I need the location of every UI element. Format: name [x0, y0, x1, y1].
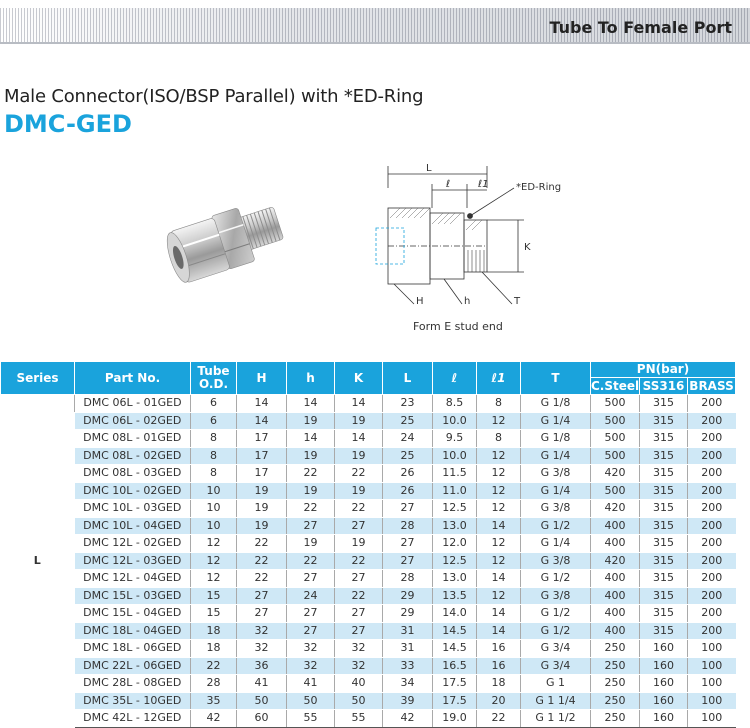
cell-l: 12.5	[433, 500, 477, 518]
cell-h: 19	[287, 412, 335, 430]
cell-l: 19.0	[433, 710, 477, 728]
cell-h: 55	[287, 710, 335, 728]
cell-h: 24	[287, 587, 335, 605]
cell-L: 27	[383, 500, 433, 518]
cell-brass: 200	[688, 447, 736, 465]
series-cell: L	[1, 395, 75, 728]
col-H: H	[237, 362, 287, 395]
dim-T-label: T	[514, 296, 521, 307]
cell-brass: 200	[688, 500, 736, 518]
cell-l1: 18	[477, 675, 521, 693]
col-series: Series	[1, 362, 75, 395]
cell-tube-od: 8	[191, 430, 237, 448]
cell-T: G 1/2	[521, 517, 591, 535]
cell-H: 41	[237, 675, 287, 693]
cell-T: G 1/2	[521, 622, 591, 640]
cell-T: G 1/4	[521, 482, 591, 500]
col-csteel: C.Steel	[591, 378, 640, 393]
cell-l: 14.5	[433, 622, 477, 640]
cell-T: G 1/4	[521, 412, 591, 430]
table-row	[1, 482, 736, 500]
cell-h: 19	[287, 447, 335, 465]
cell-csteel: 400	[591, 535, 640, 553]
cell-K: 50	[335, 692, 383, 710]
cell-l: 16.5	[433, 657, 477, 675]
cell-T: G 1 1/4	[521, 692, 591, 710]
cell-l: 12.5	[433, 552, 477, 570]
cell-K: 19	[335, 482, 383, 500]
cell-csteel: 500	[591, 482, 640, 500]
cell-l1: 16	[477, 640, 521, 658]
cell-l: 13.0	[433, 517, 477, 535]
col-tube-od-line1: Tube	[197, 364, 230, 378]
cell-part-no: DMC 06L - 02GED	[75, 412, 191, 430]
cell-brass: 200	[688, 570, 736, 588]
cell-L: 29	[383, 587, 433, 605]
cell-brass: 200	[688, 412, 736, 430]
cell-H: 19	[237, 500, 287, 518]
cell-l1: 8	[477, 395, 521, 413]
cell-L: 28	[383, 570, 433, 588]
cell-h: 27	[287, 570, 335, 588]
cell-l1: 14	[477, 570, 521, 588]
cell-csteel: 250	[591, 640, 640, 658]
cell-part-no: DMC 18L - 04GED	[75, 622, 191, 640]
cell-part-no: DMC 06L - 01GED	[75, 395, 191, 413]
cell-h: 22	[287, 552, 335, 570]
cell-brass: 100	[688, 692, 736, 710]
cell-L: 25	[383, 412, 433, 430]
table-row	[1, 517, 736, 535]
table-row	[1, 622, 736, 640]
cell-T: G 1/4	[521, 535, 591, 553]
dim-h-label: h	[464, 296, 471, 307]
table-row	[1, 640, 736, 658]
cell-brass: 200	[688, 535, 736, 553]
cell-csteel: 500	[591, 447, 640, 465]
cell-H: 60	[237, 710, 287, 728]
cell-h: 14	[287, 430, 335, 448]
cell-h: 22	[287, 465, 335, 483]
cell-part-no: DMC 10L - 04GED	[75, 517, 191, 535]
cell-T: G 1/2	[521, 570, 591, 588]
cell-tube-od: 28	[191, 675, 237, 693]
col-L: L	[383, 362, 433, 395]
dim-l-label: ℓ	[446, 179, 451, 190]
cell-L: 42	[383, 710, 433, 728]
cell-L: 33	[383, 657, 433, 675]
cell-part-no: DMC 12L - 02GED	[75, 535, 191, 553]
cell-K: 19	[335, 535, 383, 553]
cell-l1: 12	[477, 412, 521, 430]
cell-tube-od: 18	[191, 622, 237, 640]
cell-H: 27	[237, 605, 287, 623]
cell-csteel: 250	[591, 675, 640, 693]
cell-tube-od: 10	[191, 482, 237, 500]
cell-T: G 3/8	[521, 465, 591, 483]
cell-csteel: 400	[591, 587, 640, 605]
cell-part-no: DMC 28L - 08GED	[75, 675, 191, 693]
cell-csteel: 420	[591, 500, 640, 518]
cell-ss316: 315	[640, 430, 688, 448]
cell-K: 22	[335, 500, 383, 518]
product-subtitle: Male Connector(ISO/BSP Parallel) with *ED-Ring	[4, 86, 424, 107]
cell-K: 32	[335, 640, 383, 658]
cell-ss316: 160	[640, 640, 688, 658]
cell-K: 22	[335, 465, 383, 483]
cell-H: 32	[237, 622, 287, 640]
dim-l1-label: ℓ1	[478, 179, 489, 190]
dim-H-label: H	[416, 296, 424, 307]
cell-H: 22	[237, 570, 287, 588]
cell-l: 17.5	[433, 692, 477, 710]
cell-csteel: 420	[591, 552, 640, 570]
cell-H: 19	[237, 517, 287, 535]
dim-L-label: L	[426, 163, 432, 174]
table-row	[1, 692, 736, 710]
cell-ss316: 315	[640, 587, 688, 605]
cell-ss316: 315	[640, 622, 688, 640]
cell-part-no: DMC 08L - 01GED	[75, 430, 191, 448]
cell-T: G 3/4	[521, 657, 591, 675]
cell-ss316: 160	[640, 692, 688, 710]
cell-ss316: 315	[640, 482, 688, 500]
cell-part-no: DMC 18L - 06GED	[75, 640, 191, 658]
cell-K: 22	[335, 587, 383, 605]
cell-tube-od: 42	[191, 710, 237, 728]
cell-brass: 200	[688, 430, 736, 448]
cell-L: 39	[383, 692, 433, 710]
cell-T: G 1 1/2	[521, 710, 591, 728]
cell-L: 25	[383, 447, 433, 465]
col-tube-od	[191, 362, 237, 395]
cell-ss316: 315	[640, 395, 688, 413]
technical-drawing	[374, 158, 562, 308]
cell-csteel: 400	[591, 622, 640, 640]
table-row	[1, 570, 736, 588]
cell-ss316: 315	[640, 447, 688, 465]
cell-csteel: 400	[591, 517, 640, 535]
table-row	[1, 675, 736, 693]
cell-T: G 1/8	[521, 430, 591, 448]
cell-H: 36	[237, 657, 287, 675]
cell-tube-od: 6	[191, 412, 237, 430]
col-h: h	[287, 362, 335, 395]
cell-T: G 3/8	[521, 552, 591, 570]
cell-H: 19	[237, 482, 287, 500]
cell-T: G 3/8	[521, 587, 591, 605]
cell-part-no: DMC 42L - 12GED	[75, 710, 191, 728]
table-row	[1, 587, 736, 605]
cell-l1: 16	[477, 657, 521, 675]
cell-K: 19	[335, 447, 383, 465]
table-row	[1, 395, 736, 413]
cell-H: 14	[237, 395, 287, 413]
cell-K: 40	[335, 675, 383, 693]
cell-h: 50	[287, 692, 335, 710]
col-T: T	[521, 362, 591, 395]
table-row	[1, 412, 736, 430]
cell-ss316: 315	[640, 500, 688, 518]
cell-l1: 14	[477, 605, 521, 623]
cell-l: 10.0	[433, 412, 477, 430]
cell-l1: 12	[477, 465, 521, 483]
cell-l: 14.0	[433, 605, 477, 623]
cell-brass: 100	[688, 657, 736, 675]
cell-T: G 3/4	[521, 640, 591, 658]
cell-L: 27	[383, 552, 433, 570]
cell-h: 32	[287, 657, 335, 675]
cell-brass: 200	[688, 517, 736, 535]
cell-part-no: DMC 15L - 04GED	[75, 605, 191, 623]
cell-L: 27	[383, 535, 433, 553]
cell-K: 14	[335, 395, 383, 413]
cell-l1: 14	[477, 622, 521, 640]
cell-brass: 200	[688, 552, 736, 570]
cell-brass: 100	[688, 640, 736, 658]
col-brass: BRASS	[689, 378, 734, 393]
cell-L: 28	[383, 517, 433, 535]
cell-l1: 12	[477, 552, 521, 570]
cell-brass: 200	[688, 605, 736, 623]
cell-L: 31	[383, 640, 433, 658]
cell-part-no: DMC 08L - 02GED	[75, 447, 191, 465]
product-photo	[158, 194, 294, 298]
cell-H: 22	[237, 535, 287, 553]
cell-part-no: DMC 22L - 06GED	[75, 657, 191, 675]
cell-l1: 12	[477, 500, 521, 518]
cell-part-no: DMC 10L - 02GED	[75, 482, 191, 500]
cell-brass: 200	[688, 395, 736, 413]
cell-ss316: 315	[640, 517, 688, 535]
cell-T: G 1	[521, 675, 591, 693]
drawing-caption: Form E stud end	[413, 320, 503, 333]
col-K: K	[335, 362, 383, 395]
cell-tube-od: 12	[191, 535, 237, 553]
cell-K: 27	[335, 570, 383, 588]
cell-tube-od: 6	[191, 395, 237, 413]
cell-part-no: DMC 12L - 03GED	[75, 552, 191, 570]
cell-csteel: 500	[591, 412, 640, 430]
cell-H: 17	[237, 430, 287, 448]
cell-part-no: DMC 12L - 04GED	[75, 570, 191, 588]
product-model: DMC-GED	[4, 110, 132, 138]
cell-H: 22	[237, 552, 287, 570]
cell-ss316: 160	[640, 710, 688, 728]
cell-part-no: DMC 35L - 10GED	[75, 692, 191, 710]
cell-brass: 100	[688, 710, 736, 728]
cell-L: 24	[383, 430, 433, 448]
ed-ring-label: *ED-Ring	[516, 182, 562, 193]
cell-K: 27	[335, 622, 383, 640]
cell-tube-od: 8	[191, 447, 237, 465]
cell-h: 19	[287, 535, 335, 553]
cell-L: 23	[383, 395, 433, 413]
col-l: ℓ	[433, 362, 477, 395]
cell-K: 19	[335, 412, 383, 430]
cell-T: G 1/4	[521, 447, 591, 465]
cell-csteel: 420	[591, 465, 640, 483]
cell-csteel: 500	[591, 395, 640, 413]
cell-csteel: 250	[591, 657, 640, 675]
cell-tube-od: 15	[191, 605, 237, 623]
cell-ss316: 315	[640, 570, 688, 588]
cell-l1: 8	[477, 430, 521, 448]
cell-h: 14	[287, 395, 335, 413]
cell-l: 11.0	[433, 482, 477, 500]
cell-L: 29	[383, 605, 433, 623]
cell-part-no: DMC 10L - 03GED	[75, 500, 191, 518]
cell-l: 12.0	[433, 535, 477, 553]
cell-l: 8.5	[433, 395, 477, 413]
cell-brass: 200	[688, 622, 736, 640]
cell-tube-od: 10	[191, 500, 237, 518]
cell-H: 32	[237, 640, 287, 658]
table-row	[1, 500, 736, 518]
cell-tube-od: 15	[191, 587, 237, 605]
page-header-title: Tube To Female Port	[549, 18, 732, 37]
cell-h: 19	[287, 482, 335, 500]
spec-table	[0, 361, 736, 728]
cell-l: 10.0	[433, 447, 477, 465]
cell-csteel: 400	[591, 605, 640, 623]
cell-ss316: 160	[640, 657, 688, 675]
table-row	[1, 535, 736, 553]
cell-K: 27	[335, 605, 383, 623]
cell-tube-od: 8	[191, 465, 237, 483]
table-row	[1, 657, 736, 675]
cell-H: 14	[237, 412, 287, 430]
cell-csteel: 400	[591, 570, 640, 588]
cell-ss316: 315	[640, 412, 688, 430]
cell-l: 13.0	[433, 570, 477, 588]
cell-brass: 100	[688, 675, 736, 693]
cell-part-no: DMC 15L - 03GED	[75, 587, 191, 605]
cell-l1: 14	[477, 517, 521, 535]
cell-K: 32	[335, 657, 383, 675]
cell-ss316: 315	[640, 605, 688, 623]
table-row	[1, 430, 736, 448]
cell-L: 26	[383, 482, 433, 500]
cell-T: G 1/8	[521, 395, 591, 413]
cell-csteel: 500	[591, 430, 640, 448]
cell-tube-od: 18	[191, 640, 237, 658]
cell-K: 14	[335, 430, 383, 448]
cell-csteel: 250	[591, 710, 640, 728]
header-band	[0, 8, 750, 44]
col-ss316: SS316	[640, 378, 688, 395]
dim-K-label: K	[524, 242, 531, 253]
cell-h: 22	[287, 500, 335, 518]
cell-h: 27	[287, 622, 335, 640]
col-pn-group: PN(bar)	[591, 362, 736, 378]
cell-l: 9.5	[433, 430, 477, 448]
cell-H: 17	[237, 447, 287, 465]
cell-K: 55	[335, 710, 383, 728]
cell-csteel: 250	[591, 692, 640, 710]
cell-l1: 20	[477, 692, 521, 710]
cell-l1: 22	[477, 710, 521, 728]
cell-ss316: 160	[640, 675, 688, 693]
table-row	[1, 552, 736, 570]
cell-H: 17	[237, 465, 287, 483]
cell-l1: 12	[477, 587, 521, 605]
cell-l: 17.5	[433, 675, 477, 693]
table-row	[1, 447, 736, 465]
table-row	[1, 710, 736, 728]
cell-ss316: 315	[640, 535, 688, 553]
cell-T: G 3/8	[521, 500, 591, 518]
cell-part-no: DMC 08L - 03GED	[75, 465, 191, 483]
cell-brass: 200	[688, 482, 736, 500]
cell-tube-od: 10	[191, 517, 237, 535]
cell-ss316: 315	[640, 465, 688, 483]
cell-l: 14.5	[433, 640, 477, 658]
cell-tube-od: 35	[191, 692, 237, 710]
cell-tube-od: 12	[191, 552, 237, 570]
col-part-no: Part No.	[75, 362, 191, 395]
cell-l: 13.5	[433, 587, 477, 605]
cell-l1: 12	[477, 482, 521, 500]
cell-h: 32	[287, 640, 335, 658]
col-l1: ℓ1	[477, 362, 521, 395]
cell-L: 31	[383, 622, 433, 640]
cell-l1: 12	[477, 447, 521, 465]
cell-H: 27	[237, 587, 287, 605]
cell-T: G 1/2	[521, 605, 591, 623]
cell-ss316: 315	[640, 552, 688, 570]
cell-K: 22	[335, 552, 383, 570]
cell-tube-od: 22	[191, 657, 237, 675]
cell-brass: 200	[688, 465, 736, 483]
cell-h: 27	[287, 605, 335, 623]
cell-H: 50	[237, 692, 287, 710]
cell-h: 41	[287, 675, 335, 693]
cell-K: 27	[335, 517, 383, 535]
cell-L: 34	[383, 675, 433, 693]
cell-brass: 200	[688, 587, 736, 605]
cell-L: 26	[383, 465, 433, 483]
cell-l1: 12	[477, 535, 521, 553]
table-row	[1, 605, 736, 623]
table-row	[1, 465, 736, 483]
cell-l: 11.5	[433, 465, 477, 483]
col-tube-od-line2: O.D.	[198, 377, 228, 391]
cell-tube-od: 12	[191, 570, 237, 588]
cell-h: 27	[287, 517, 335, 535]
